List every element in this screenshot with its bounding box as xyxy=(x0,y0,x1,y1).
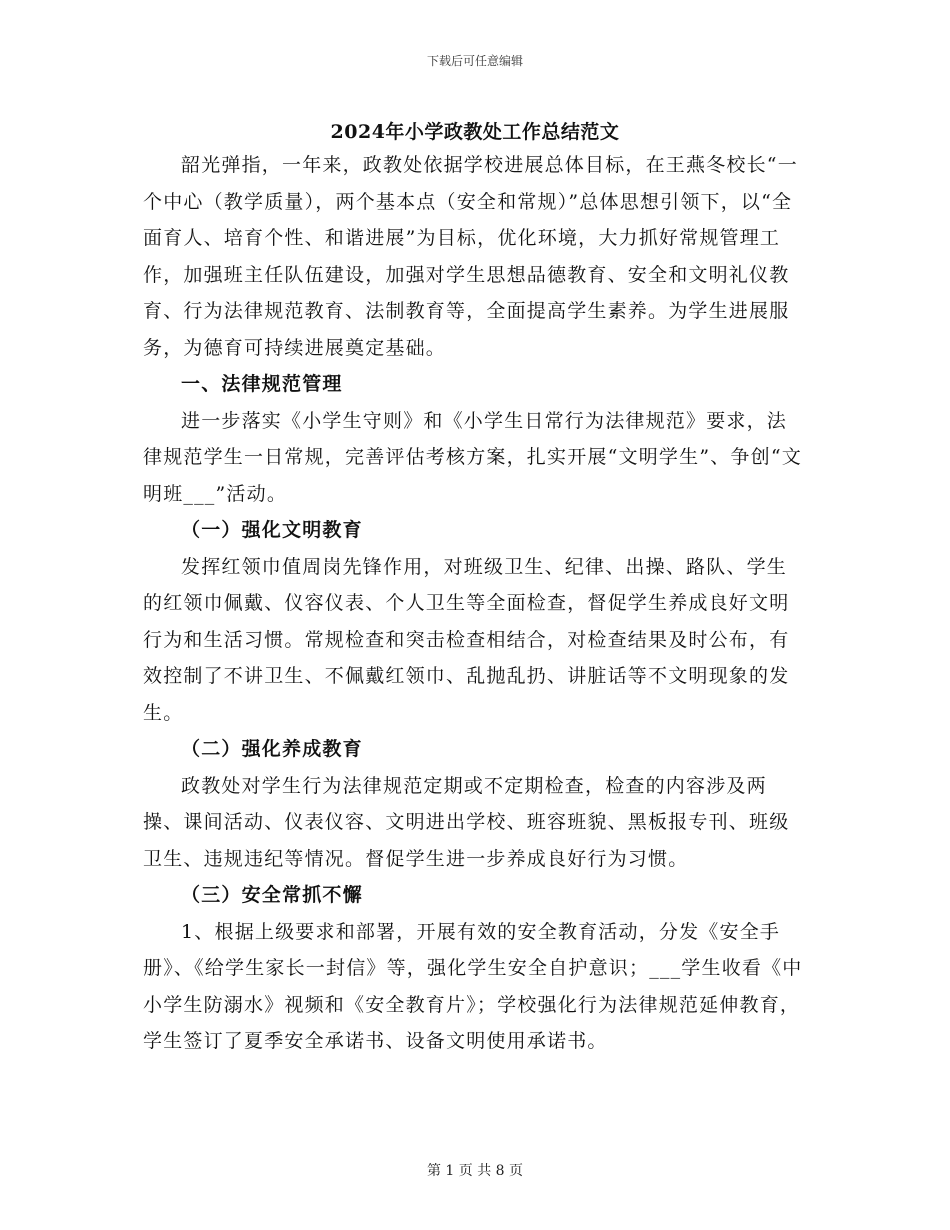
page-header: 下载后可任意编辑 xyxy=(426,54,523,68)
subsection-heading-2: （二）强化养成教育 xyxy=(181,738,363,760)
intro-paragraph: 韶光弹指，一年来，政教处依据学校进展总体目标，在王燕冬校长“一个中心（教学质量），两个基本点（安全和常规）”总体思想引领下，以“全面育人、培育个性、和谐进展”为目标，优化环境，大力抓好常规管理工作，加强班主任队伍建设，加强对学生思想品德教育、安全和文明礼仪教育、行为法律规范教育、法制教育等，全面提高学生素养。为学生进展服务，为德育可持续进展奠定基础。 xyxy=(143,154,798,359)
subsection-2-paragraph: 政教处对学生行为法律规范定期或不定期检查，检查的内容涉及两操、课间活动、仪表仪容、文明进出学校、班容班貌、黑板报专刊、班级卫生、违规违纪等情况。督促学生进一步养成良好行为习惯。 xyxy=(143,774,790,870)
subsection-heading-3: （三）安全常抓不懈 xyxy=(181,884,363,906)
document-title: 2024年小学政教处工作总结范文 xyxy=(330,121,620,143)
section-heading-1: 一、法律规范管理 xyxy=(181,373,343,395)
section-1-paragraph: 进一步落实《小学生守则》和《小学生日常行为法律规范》要求，法律规范学生一日常规，完善评估考核方案，扎实开展“文明学生”、争创“文明班___”活动。 xyxy=(143,409,802,505)
page-footer: 第 1 页 共 8 页 xyxy=(426,1163,524,1179)
subsection-1-paragraph: 发挥红领巾值周岗先锋作用，对班级卫生、纪律、出操、路队、学生的红领巾佩戴、仪容仪表、个人卫生等全面检查，督促学生养成良好文明行为和生活习惯。常规检查和突击检查相结合，对检查结果及时公布，有效控制了不讲卫生、不佩戴红领巾、乱抛乱扔、讲脏话等不文明现象的发生。 xyxy=(143,555,790,724)
subsection-3-paragraph: 1、根据上级要求和部署，开展有效的安全教育活动，分发《安全手册》、《给学生家长一封信》等，强化学生安全自护意识；___学生收看《中小学生防溺水》视频和《安全教育片》；学校强化行为法律规范延伸教育，学生签订了夏季安全承诺书、设备文明使用承诺书。 xyxy=(143,920,803,1052)
document-body xyxy=(143,147,803,1060)
subsection-heading-1: （一）强化文明教育 xyxy=(181,519,363,541)
